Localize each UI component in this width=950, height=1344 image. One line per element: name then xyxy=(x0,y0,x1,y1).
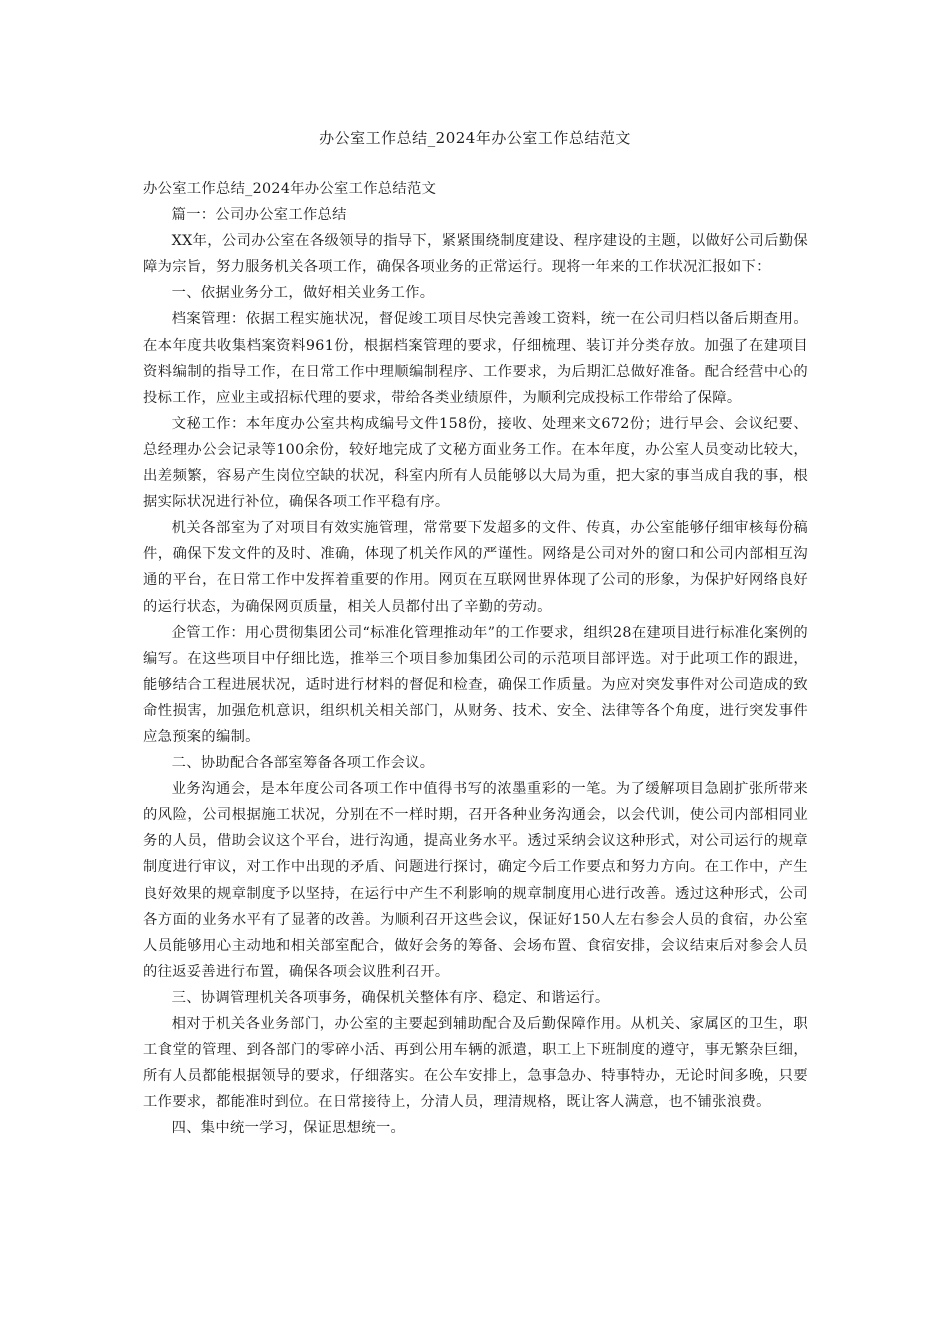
paragraph-document-review: 机关各部室为了对项目有效实施管理，常常要下发超多的文件、传真，办公室能够仔细审核每份稿件，确保下发文件的及时、准确，体现了机关作风的严谨性。网络是公司对外的窗口和公司内部相互沟通的平台，在日常工作中发挥着重要的作用。网页在互联网世界体现了公司的形象，为保护好网络良好的运行状态，为确保网页质量，相关人员都付出了辛勤的劳动。 xyxy=(143,520,808,615)
document-body xyxy=(143,176,808,1141)
paragraph-business-meetings: 业务沟通会，是本年度公司各项工作中值得书写的浓墨重彩的一笔。为了缓解项目急剧扩张所带来的风险，公司根据施工状况，分别在不一样时期，召开各种业务沟通会，以会代训，使公司内部相同业务的人员，借助会议这个平台，进行沟通，提高业务水平。透过采纳会议这种形式，对公司运行的规章制度进行审议，对工作中出现的矛盾、问题进行探讨，确定今后工作要点和努力方向。在工作中，产生良好效果的规章制度予以坚持，在运行中产生不利影响的规章制度用心进行改善。透过这种形式，公司各方面的业务水平有了显著的改善。为顺利召开这些会议，保证好150人左右参会人员的食宿，办公室人员能够用心主动地和相关部室配合，做好会务的筹备、会场布置、食宿安排，会议结束后对参会人员的往返妥善进行布置，确保各项会议胜利召开。 xyxy=(143,781,808,980)
body-title-line: 办公室工作总结_2024年办公室工作总结范文 xyxy=(143,181,437,197)
heading-four: 四、集中统一学习，保证思想统一。 xyxy=(171,1120,406,1137)
heading-one: 一、依据业务分工，做好相关业务工作。 xyxy=(171,285,435,302)
paragraph-archive-management: 档案管理：依据工程实施状况，督促竣工项目尽快完善竣工资料，统一在公司归档以备后期查用。在本年度共收集档案资料961份，根据档案管理的要求，仔细梳理、装订并分类存放。加强了在建项目资料编制的指导工作，在日常工作中理顺编制程序、工作要求，为后期汇总做好准备。配合经营中心的投标工作，应业主或招标代理的要求，带给各类业绩原件，为顺利完成投标工作带给了保障。 xyxy=(143,311,808,406)
paragraph-secretarial-work: 文秘工作：本年度办公室共构成编号文件158份，接收、处理来文672份；进行早会、会议纪要、总经理办公会记录等100余份，较好地完成了文秘方面业务工作。在本年度，办公室人员变动比较大，出差频繁，容易产生岗位空缺的状况，科室内所有人员能够以大局为重，把大家的事当成自我的事，根据实际状况进行补位，确保各项工作平稳有序。 xyxy=(143,415,808,511)
section-title-part-one: 篇一：公司办公室工作总结 xyxy=(171,207,347,224)
paragraph-intro: XX年，公司办公室在各级领导的指导下，紧紧围绕制度建设、程序建设的主题，以做好公司后勤保障为宗旨，努力服务机关各项工作，确保各项业务的正常运行。现将一年来的工作状况汇报如下： xyxy=(143,233,808,276)
paragraph-enterprise-management: 企管工作：用心贯彻集团公司“标准化管理推动年”的工作要求，组织28在建项目进行标准化案例的编写。在这些项目中仔细比选，推举三个项目参加集团公司的示范项目部评选。对于此项工作的跟进，能够结合工程进展状况，适时进行材料的督促和检查，确保工作质量。为应对突发事件对公司造成的致命性损害，加强危机意识，组织机关相关部门，从财务、技术、安全、法律等各个角度，进行突发事件应急预案的编制。 xyxy=(143,624,808,745)
heading-three: 三、协调管理机关各项事务，确保机关整体有序、稳定、和谐运行。 xyxy=(171,989,610,1006)
heading-two: 二、协助配合各部室筹备各项工作会议。 xyxy=(171,755,435,772)
paragraph-logistics-support: 相对于机关各业务部门，办公室的主要起到辅助配合及后勤保障作用。从机关、家属区的卫生，职工食堂的管理、到各部门的零碎小活、再到公用车辆的派遣，职工上下班制度的遵守，事无繁杂巨细，所有人员都能根据领导的要求，仔细落实。在公车安排上，急事急办、特事特办，无论时间多晚，只要工作要求，都能准时到位。在日常接待上，分清人员，理清规格，既让客人满意，也不铺张浪费。 xyxy=(143,1016,808,1111)
document-title: 办公室工作总结_2024年办公室工作总结范文 xyxy=(319,129,631,147)
